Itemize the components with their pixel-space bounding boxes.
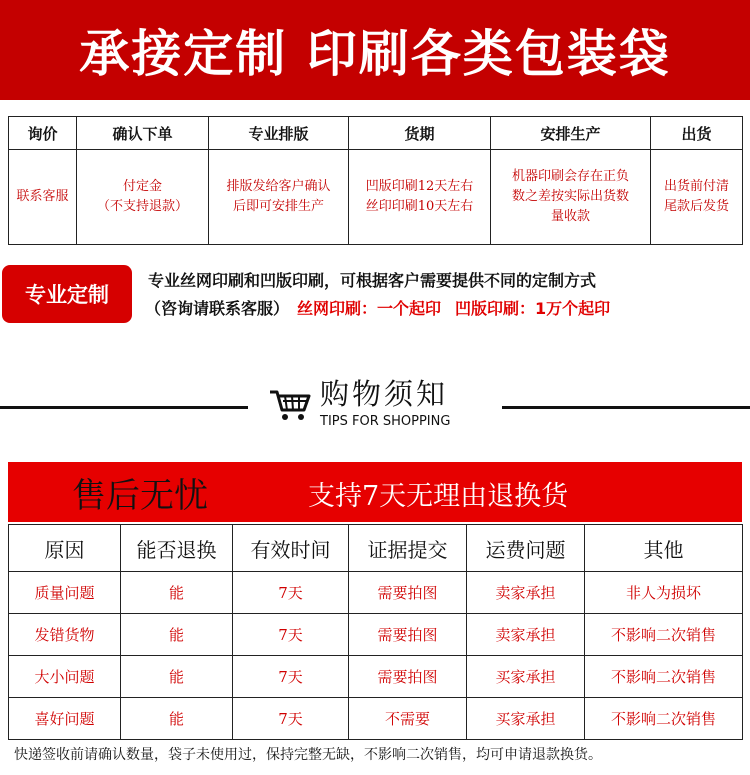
after-sales-title: 售后无忧 — [72, 476, 208, 516]
table-cell: 需要拍图 — [349, 656, 467, 698]
tips-title: 购物须知 — [320, 377, 449, 411]
table-cell: 7天 — [233, 656, 349, 698]
table-cell: 卖家承担 — [467, 614, 585, 656]
process-cell: 凹版印刷12天左右 丝印印刷10天左右 — [349, 150, 491, 245]
process-cell: 排版发给客户确认 后即可安排生产 — [209, 150, 349, 245]
banner-title: 承接定制 印刷各类包装袋 — [79, 25, 671, 83]
after-sales-header-cell: 原因 — [9, 525, 121, 572]
after-sales-header-cell: 其他 — [585, 525, 743, 572]
table-cell: 能 — [121, 614, 233, 656]
table-cell: 质量问题 — [9, 572, 121, 614]
process-header-cell: 确认下单 — [77, 117, 209, 150]
process-cell: 联系客服 — [9, 150, 77, 245]
table-cell: 不影响二次销售 — [585, 614, 743, 656]
consult-note: （咨询请联系客服） — [145, 299, 290, 318]
custom-badge: 专业定制 — [2, 265, 132, 323]
cart-icon — [268, 386, 312, 422]
process-cell: 机器印刷会存在正负 数之差按实际出货数 量收款 — [491, 150, 651, 245]
table-cell: 买家承担 — [467, 698, 585, 740]
table-row — [9, 698, 743, 740]
footer-note: 快递签收前请确认数量，袋子未使用过，保持完整无缺，不影响二次销售，均可申请退款换货。 — [14, 747, 602, 763]
table-cell: 需要拍图 — [349, 572, 467, 614]
table-row — [9, 572, 743, 614]
after-sales-banner — [8, 462, 742, 522]
table-cell: 不影响二次销售 — [585, 656, 743, 698]
after-sales-header-cell: 能否退换 — [121, 525, 233, 572]
after-sales-header-cell: 证据提交 — [349, 525, 467, 572]
table-cell: 发错货物 — [9, 614, 121, 656]
table-cell: 卖家承担 — [467, 572, 585, 614]
gravure-min-order: 凹版印刷：1万个起印 — [455, 299, 611, 318]
tips-subtitle: TIPS FOR SHOPPING — [320, 414, 451, 429]
table-cell: 非人为损坏 — [585, 572, 743, 614]
process-header-cell: 出货 — [651, 117, 743, 150]
table-cell: 大小问题 — [9, 656, 121, 698]
after-sales-subtitle: 支持7天无理由退换货 — [308, 481, 569, 512]
table-cell: 不需要 — [349, 698, 467, 740]
process-header-cell: 专业排版 — [209, 117, 349, 150]
after-sales-header-cell: 有效时间 — [233, 525, 349, 572]
process-body-row — [9, 150, 743, 245]
divider-left — [0, 406, 248, 409]
process-header-row — [9, 117, 743, 150]
table-cell: 7天 — [233, 698, 349, 740]
process-cell: 出货前付清 尾款后发货 — [651, 150, 743, 245]
divider-right — [502, 406, 750, 409]
process-header-cell: 货期 — [349, 117, 491, 150]
table-cell: 需要拍图 — [349, 614, 467, 656]
process-header-cell: 询价 — [9, 117, 77, 150]
table-cell: 能 — [121, 698, 233, 740]
after-sales-header-cell: 运费问题 — [467, 525, 585, 572]
table-cell: 7天 — [233, 572, 349, 614]
table-cell: 买家承担 — [467, 656, 585, 698]
process-header-cell: 安排生产 — [491, 117, 651, 150]
silk-min-order: 丝网印刷：一个起印 — [297, 299, 442, 318]
table-cell: 能 — [121, 656, 233, 698]
table-cell: 能 — [121, 572, 233, 614]
custom-terms — [145, 296, 610, 319]
table-cell: 不影响二次销售 — [585, 698, 743, 740]
table-row — [9, 614, 743, 656]
table-row — [9, 656, 743, 698]
table-cell: 喜好问题 — [9, 698, 121, 740]
after-sales-table — [8, 524, 743, 740]
custom-description: 专业丝网印刷和凹版印刷，可根据客户需要提供不同的定制方式 — [148, 271, 597, 290]
table-cell: 7天 — [233, 614, 349, 656]
process-table — [8, 116, 743, 245]
process-cell: 付定金 （不支持退款） — [77, 150, 209, 245]
top-banner — [0, 0, 750, 100]
after-sales-header-row — [9, 525, 743, 572]
